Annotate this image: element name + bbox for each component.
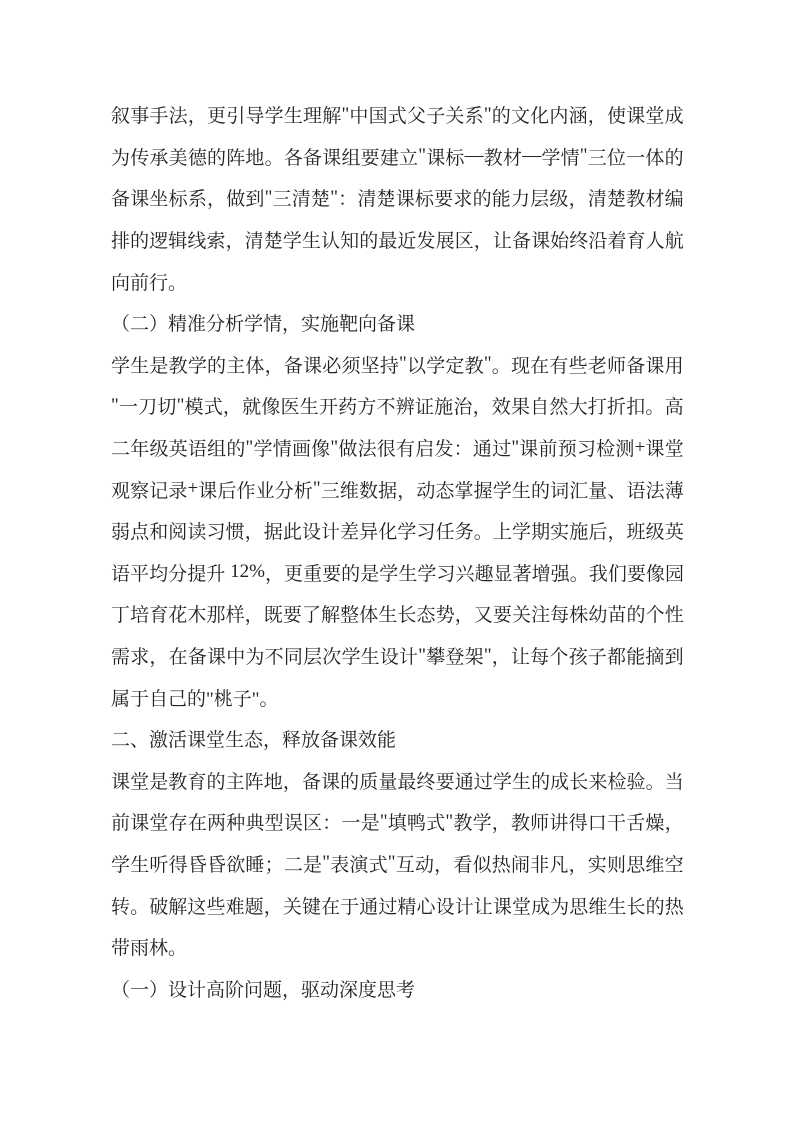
text-line: 观 察 记 录 + 课 后 作 业 分 析 " 三 维 数 据 ， 动 态 掌 握 学 生 的 词 汇 量 、 语 法 薄 bbox=[111, 478, 684, 502]
heading-paragraph bbox=[111, 302, 684, 344]
text-line: 需 求 ， 在 备 课 中 为 不 同 层 次 学 生 设 计 " 攀 登 架 " ， 让 每 个 孩 子 都 能 摘 到 bbox=[111, 644, 684, 669]
text-line: " 一 刀 切 " 模 式 ， 就 像 医 生 开 药 方 不 辨 证 施 治 ， 效 果 自 然 大 打 折 扣 。 高 bbox=[111, 394, 684, 419]
text-line: 转 。 破 解 这 些 难 题 ， 关 键 在 于 通 过 精 心 设 计 让 课 堂 成 为 思 维 生 长 的 热 bbox=[111, 896, 684, 918]
text-line: 为 传 承 美 德 的 阵 地 。 各 备 课 组 要 建 立 " 课 标 — 教 材 — 学 情 " 三 位 一 体 的 bbox=[111, 145, 684, 169]
page-content bbox=[111, 94, 684, 1009]
text-line: 前 课 堂 存 在 两 种 典 型 误 区 ： 一 是 " 填 鸭 式 " 教 学 ， 教 师 讲 得 口 干 舌 燥 ， bbox=[111, 810, 684, 835]
text-line: （一）设计高阶问题，驱动深度思考 bbox=[111, 979, 416, 1001]
text-line: 学 生 听 得 昏 昏 欲 睡 ； 二 是 " 表 演 式 " 互 动 ， 看 似 热 闹 非 凡 ， 实 则 思 维 空 bbox=[111, 852, 684, 876]
text-line: 二、激活课堂生态，释放备课效能 bbox=[111, 730, 397, 752]
text-line: 弱 点 和 阅 读 习 惯 ， 据 此 设 计 差 异 化 学 习 任 务 。 上 学 期 实 施 后 ， 班 级 英 bbox=[111, 522, 684, 544]
body-paragraph bbox=[111, 760, 684, 968]
text-line: （二）精准分析学情，实施靶向备课 bbox=[111, 314, 416, 336]
text-line: 叙 事 手 法 ， 更 引 导 学 生 理 解 " 中 国 式 父 子 关 系 " 的 文 化 内 涵 ， 使 课 堂 成 bbox=[111, 103, 684, 128]
text-line: 二 年 级 英 语 组 的 " 学 情 画 像 " 做 法 很 有 启 发 ： 通 过 " 课 前 预 习 检 测 + 课 堂 bbox=[111, 436, 684, 461]
body-paragraph bbox=[111, 344, 684, 718]
text-line: 向前行。 bbox=[111, 272, 188, 294]
text-line: 排 的 逻 辑 线 索 ， 清 楚 学 生 认 知 的 最 近 发 展 区 ， 让 备 课 始 终 沿 着 育 人 航 bbox=[111, 231, 684, 253]
heading-paragraph bbox=[111, 967, 684, 1009]
text-line: 语 平 均 分 提 升 1 2 % ， 更 重 要 的 是 学 生 学 习 兴 趣 显 著 增 强 。 我 们 要 像 园 bbox=[111, 561, 684, 585]
text-line: 丁 培 育 花 木 那 样 ， 既 要 了 解 整 体 生 长 态 势 ， 又 要 关 注 每 株 幼 苗 的 个 性 bbox=[111, 605, 684, 627]
text-line: 属于自己的"桃子"。 bbox=[111, 688, 279, 710]
heading-paragraph bbox=[111, 718, 684, 760]
text-line: 带雨林。 bbox=[111, 938, 188, 960]
body-paragraph bbox=[111, 94, 684, 302]
text-line: 学 生 是 教 学 的 主 体 ， 备 课 必 须 坚 持 " 以 学 定 教 " 。 现 在 有 些 老 师 备 课 用 bbox=[111, 353, 684, 377]
text-line: 备 课 坐 标 系 ， 做 到 " 三 清 楚 " ： 清 楚 课 标 要 求 的 能 力 层 级 ， 清 楚 教 材 编 bbox=[111, 186, 684, 211]
text-line: 课 堂 是 教 育 的 主 阵 地 ， 备 课 的 质 量 最 终 要 通 过 学 生 的 成 长 来 检 验 。 当 bbox=[111, 771, 684, 793]
